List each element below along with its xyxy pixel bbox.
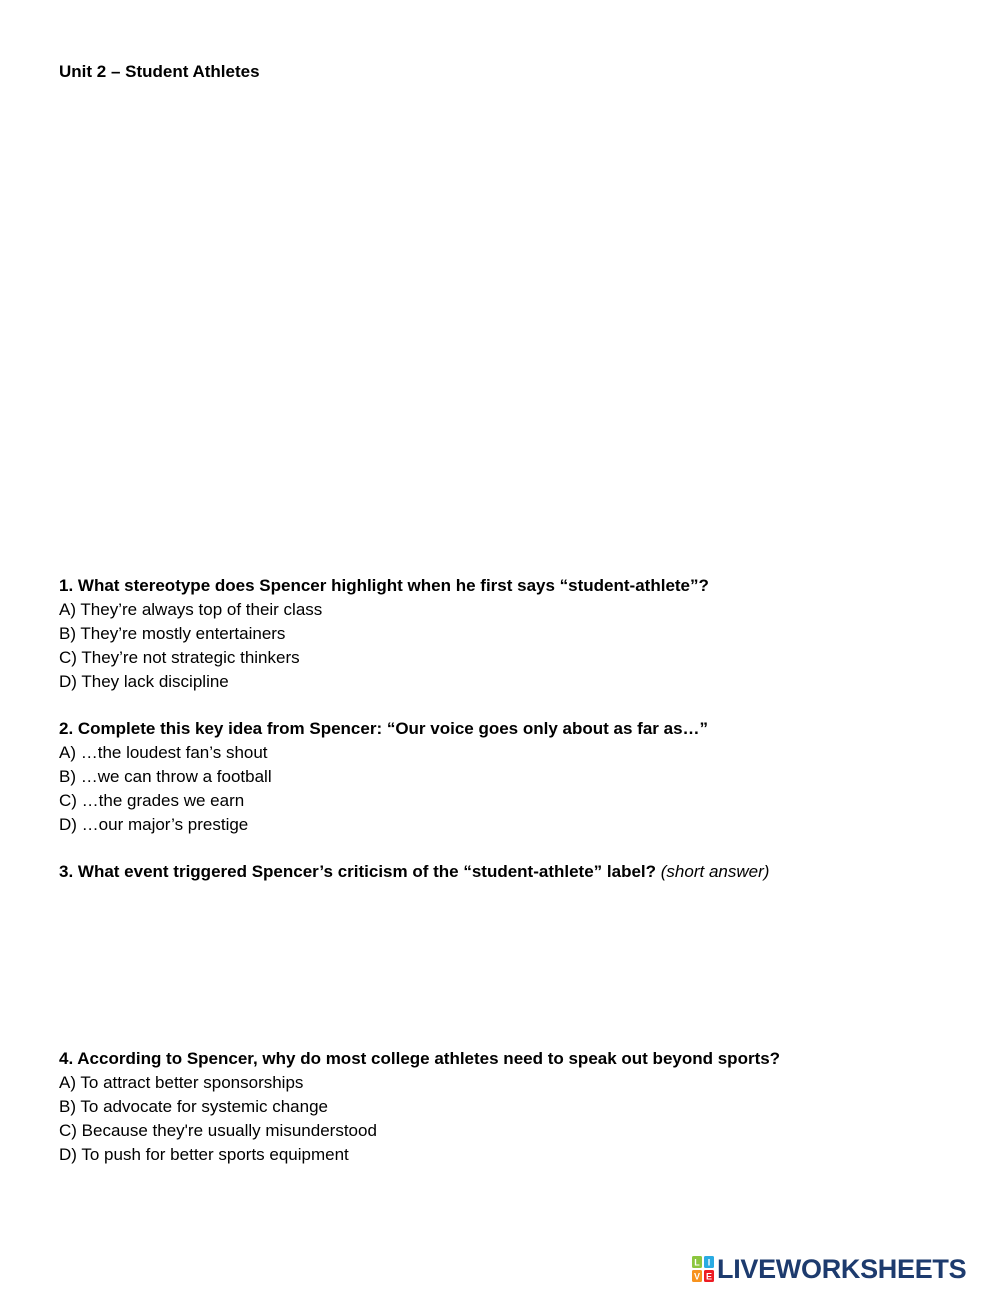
- logo-letter-v: V: [693, 1271, 701, 1282]
- liveworksheets-logo-text: LIVEWORKSHEETS: [717, 1254, 967, 1284]
- question-4-option-a: A) To attract better sponsorships: [59, 1073, 304, 1092]
- question-4-option-b: B) To advocate for systemic change: [59, 1097, 328, 1116]
- question-2-text: 2. Complete this key idea from Spencer: “Our voice goes only about as far as…”: [59, 719, 709, 738]
- question-4-option-c: C) Because they're usually misunderstood: [59, 1121, 377, 1140]
- question-4-text: 4. According to Spencer, why do most college athletes need to speak out beyond sports?: [59, 1049, 781, 1068]
- question-1-option-c: C) They’re not strategic thinkers: [59, 648, 300, 667]
- liveworksheets-logo: [692, 1255, 966, 1283]
- question-1-text: 1. What stereotype does Spencer highlight when he first says “student-athlete”?: [59, 576, 709, 595]
- question-2-option-a: A) …the loudest fan’s shout: [59, 743, 268, 762]
- question-2: [59, 717, 959, 837]
- question-1-option-a: A) They’re always top of their class: [59, 600, 323, 619]
- question-3-line: [59, 860, 959, 884]
- question-3-text: 3. What event triggered Spencer’s criticism of the “student-athlete” label?: [59, 862, 657, 881]
- question-1-option-b: B) They’re mostly entertainers: [59, 624, 286, 643]
- question-3-note: (short answer): [660, 862, 770, 881]
- question-4-option-d: D) To push for better sports equipment: [59, 1145, 349, 1164]
- liveworksheets-logo-icon: [692, 1256, 714, 1282]
- logo-letter-l: L: [694, 1257, 700, 1268]
- logo-letter-e: E: [705, 1271, 713, 1282]
- page-title: Unit 2 – Student Athletes: [59, 62, 260, 81]
- question-2-option-b: B) …we can throw a football: [59, 767, 272, 786]
- question-2-option-c: C) …the grades we earn: [59, 791, 245, 810]
- question-4: [59, 1047, 959, 1167]
- question-3: [59, 860, 959, 884]
- logo-letter-i: I: [707, 1257, 711, 1268]
- question-2-option-d: D) …our major’s prestige: [59, 815, 249, 834]
- question-1: [59, 574, 959, 694]
- question-1-option-d: D) They lack discipline: [59, 672, 229, 691]
